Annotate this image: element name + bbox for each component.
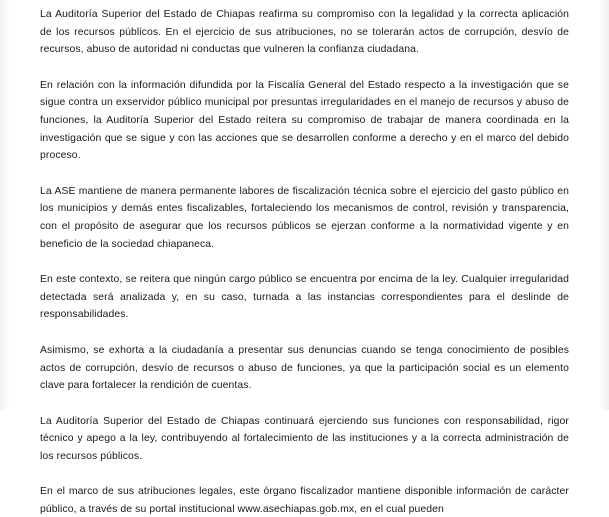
paragraph-1: La Auditoría Superior del Estado de Chiapas reafirma su compromiso con la legalidad y la correcta aplicación de los recursos públicos. En el ejercicio de sus atribuciones, no se tolerarán actos de corrupción, desvío de recursos, abuso de autoridad ni conductas que vulneren la confianza ciudadana. bbox=[40, 9, 569, 56]
paragraph-6: La Auditoría Superior del Estado de Chiapas continuará ejerciendo sus funciones con responsabilidad, rigor técnico y apego a la ley, contribuyendo al fortalecimiento de las instituciones y a la correcta administración de los recursos públicos. bbox=[40, 415, 569, 462]
paragraph-5: Asimismo, se exhorta a la ciudadanía a presentar sus denuncias cuando se tenga conocimiento de posibles actos de corrupción, desvío de recursos o abuso de funciones, ya que la participación social es un elemento clave para fortalecer la rendición de cuentas. bbox=[40, 344, 569, 392]
paragraph-4: En este contexto, se reitera que ningún cargo público se encuentra por encima de la ley. Cualquier irregularidad detectada será analizada y, en su caso, turnada a las instancias correspondientes para el deslinde de responsabilidades. bbox=[40, 274, 569, 321]
document-body bbox=[40, 6, 569, 516]
paragraph-2: En relación con la información difundida por la Fiscalía General del Estado respecto a la investigación que se sigue contra un exservidor público municipal por presuntas irregularidades en el manejo de recursos y abuso de funciones, la Auditoría Superior del Estado reitera su compromiso de trabajar de manera coordinada en la investigación que se sigue y con las acciones que se desarrollen conforme a derecho y en el marco del debido proceso. bbox=[40, 79, 569, 162]
paragraph-3: La ASE mantiene de manera permanente labores de fiscalización técnica sobre el ejercicio del gasto público en los municipios y demás entes fiscalizables, fortaleciendo los mecanismos de control, revisión y transparencia, con el propósito de asegurar que los recursos públicos se ejerzan conforme a la normatividad vigente y en beneficio de la sociedad chiapaneca. bbox=[40, 185, 569, 250]
paragraph-7: En el marco de sus atribuciones legales, este órgano fiscalizador mantiene disponible información de carácter público, a través de su portal institucional www.asechiapas.gob.mx, en el cual pueden bbox=[40, 486, 569, 516]
page-left-edge-shadow bbox=[0, 0, 10, 410]
page-right-edge-shadow bbox=[599, 0, 609, 410]
